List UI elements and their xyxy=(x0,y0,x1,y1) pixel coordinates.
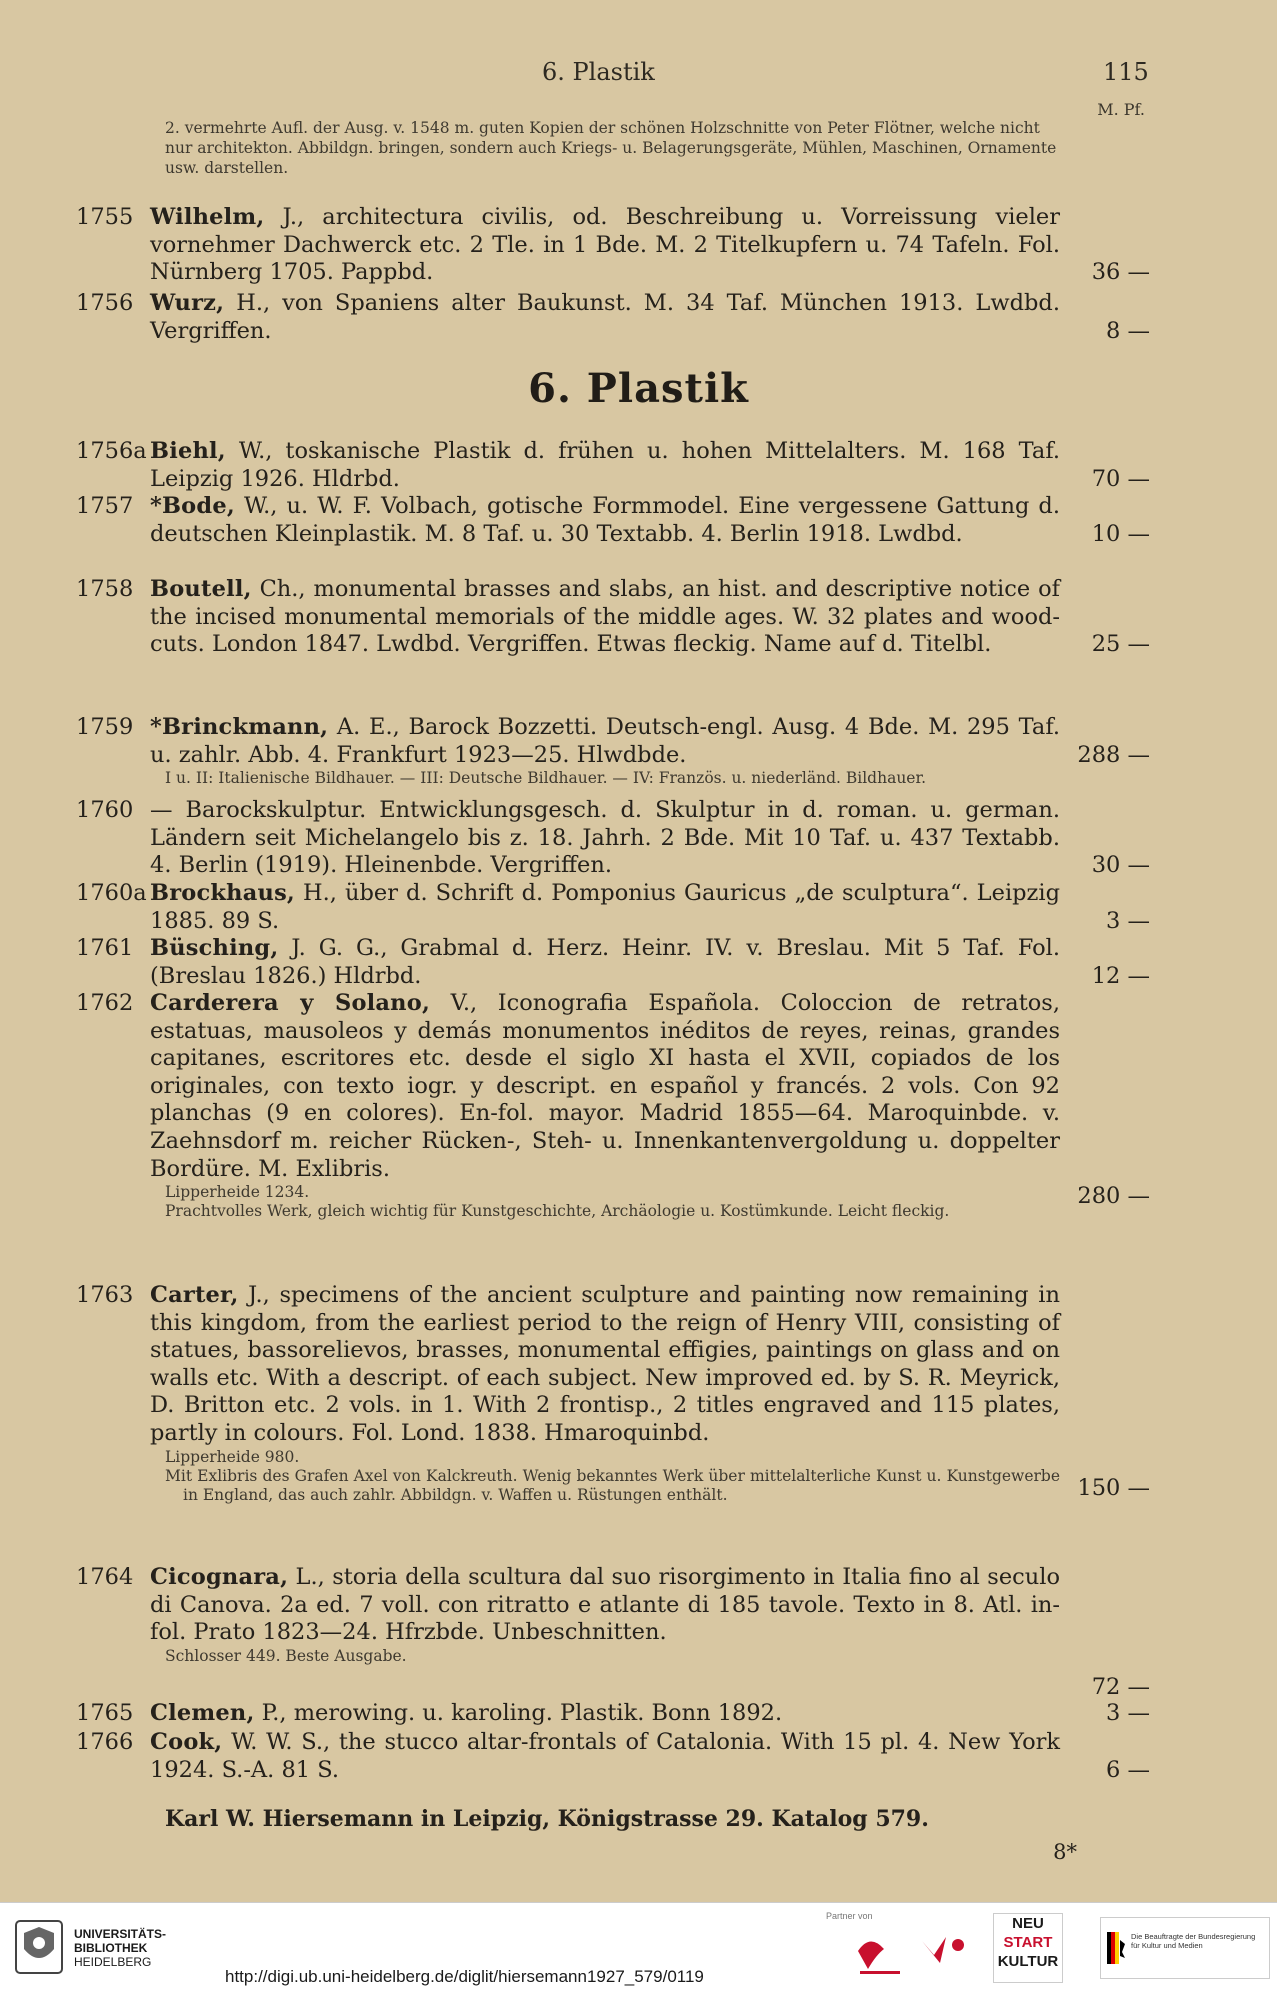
partner-logos-icon xyxy=(850,1923,975,1983)
entry-number: 1760 xyxy=(76,797,134,823)
entry-text: W., u. W. F. Volbach, gotische Formmodel. Eine vergessene Gattung d. deutschen Kleinplastik. M. 8 Taf. u. 30 Textabb. 4. Berlin 1918. Lwdbd. xyxy=(150,493,1060,547)
entry-note: Lipperheide 980. Mit Exlibris des Grafen Axel von Kalckreuth. Wenig bekanntes Werk über mittelalterliche Kunst u. Kunstgewerbe in England, das auch zahlr. Abbildgn. v. Waffen u. Rüstungen enthält. xyxy=(165,1447,1060,1504)
entry-price: 70 — xyxy=(1091,465,1150,492)
entry-author: Biehl, xyxy=(150,438,226,464)
entry-text: H., von Spaniens alter Baukunst. M. 34 Taf. München 1913. Lwdbd. Vergriffen. xyxy=(150,290,1060,344)
catalog-entry xyxy=(70,714,1150,788)
publisher-footer: Karl W. Hiersemann in Leipzig, Königstrasse 29. Katalog 579. xyxy=(165,1806,929,1832)
entry-price: 6 — xyxy=(1106,1756,1150,1783)
partner-label: Partner von xyxy=(826,1911,873,1921)
entry-number: 1756 xyxy=(76,290,134,316)
entry-price: 36 — xyxy=(1091,259,1150,286)
entry-price: 3 — xyxy=(1106,1700,1150,1726)
entry-text: J., specimens of the ancient sculpture and painting now remaining in this kingdom, from the earliest period to the reign of Henry VIII, consisting of statues, bassorelievos, brasses, monumental effigies, paintings on glass and on walls etc. With a descript. of each subject. New improved ed. by S. R. Meyrick, D. Britton etc. 2 vols. in 1. With 2 frontisp., 2 titles engraved and 115 plates, partly in colours. Fol. Lond. 1838. Hmaroquinbd. xyxy=(150,1282,1060,1446)
bkm-logo xyxy=(1100,1917,1270,1979)
permalink-url[interactable]: http://digi.ub.uni-heidelberg.de/diglit/hiersemann1927_579/0119 xyxy=(225,1967,704,1986)
entry-number: 1758 xyxy=(76,576,134,602)
entry-author: Boutell, xyxy=(150,576,252,602)
entry-author: Cook, xyxy=(150,1729,223,1755)
catalog-entry xyxy=(70,1282,1150,1505)
entry-author: Carter, xyxy=(150,1282,239,1308)
entry-number: 1764 xyxy=(76,1564,134,1590)
entry-author: Cicognara, xyxy=(150,1564,289,1590)
entry-author: *Bode, xyxy=(150,493,235,519)
entry-price: 8 — xyxy=(1106,317,1150,344)
university-seal-icon xyxy=(14,1919,64,1975)
entry-note: Lipperheide 1234. Prachtvolles Werk, gleich wichtig für Kunstgeschichte, Archäologie u. Kostümkunde. Leicht fleckig. xyxy=(165,1183,950,1221)
entry-text: L., storia della scultura dal suo risorgimento in Italia fino al seculo di Canova. 2a ed. 7 voll. con ritratto e atlante di 185 tavole. Texto in 8. Atl. in-fol. Prato 1823—24. Hfrzbde. Unbeschnitten. xyxy=(150,1564,1060,1646)
catalog-entry xyxy=(70,493,1150,548)
catalog-entry xyxy=(70,935,1150,990)
entry-price: 280 — xyxy=(1077,1183,1150,1209)
entry-author: Carderera y Solano, xyxy=(150,990,430,1016)
entry-number: 1759 xyxy=(76,714,134,740)
library-banner xyxy=(0,1902,1277,1993)
entry-text: A. E., Barock Bozzetti. Deutsch-engl. Ausg. 4 Bde. M. 295 Taf. u. zahlr. Abb. 4. Frankfurt 1923—25. Hlwdbde. xyxy=(150,714,1060,768)
entry-author: Wurz, xyxy=(150,290,225,316)
entry-number: 1765 xyxy=(76,1700,134,1726)
federal-eagle-icon xyxy=(1107,1932,1125,1964)
entry-text: J. G. G., Grabmal d. Herz. Heinr. IV. v. Breslau. Mit 5 Taf. Fol. (Breslau 1826.) Hldrbd. xyxy=(150,935,1060,989)
university-library-name: UNIVERSITÄTS- BIBLIOTHEK HEIDELBERG xyxy=(74,1927,167,1969)
catalog-entry xyxy=(70,1564,1150,1700)
entry-author: Brockhaus, xyxy=(150,880,295,906)
catalog-entry xyxy=(70,290,1150,345)
section-title: 6. Plastik xyxy=(528,365,749,412)
signature-mark: 8* xyxy=(1053,1840,1077,1864)
entry-note: Schlosser 449. Beste Ausgabe. xyxy=(165,1646,407,1665)
entry-price: 10 — xyxy=(1091,520,1150,547)
catalog-entry xyxy=(70,1700,1150,1728)
catalog-entry xyxy=(70,990,1150,1221)
entry-text: V., Iconografia Española. Coloccion de retratos, estatuas, mausoleos y demás monumentos inéditos de reyes, reinas, grandes capitanes, escritores etc. desde el siglo XI hasta el XVII, copiados de los originales, con texto iogr. y descript. en español y francés. 2 vols. Con 92 planchas (9 en colores). En-fol. mayor. Madrid 1855—64. Maroquinbde. v. Zaehnsdorf m. reicher Rücken-, Steh- u. Innenkantenvergoldung u. doppelter Bordüre. M. Exlibris. xyxy=(150,990,1060,1182)
entry-author: *Brinckmann, xyxy=(150,714,329,740)
page-number: 115 xyxy=(1103,58,1149,86)
catalog-entry xyxy=(70,576,1150,659)
entry-number: 1755 xyxy=(76,204,134,230)
entry-text: J., architectura civilis, od. Beschreibung u. Vorreissung vieler vornehmer Dachwerck etc. 2 Tle. in 1 Bde. M. 2 Titelkupfern u. 74 Tafeln. Fol. Nürnberg 1705. Pappbd. xyxy=(150,204,1060,286)
catalog-entry xyxy=(70,797,1150,880)
entry-price: 12 — xyxy=(1091,962,1150,989)
entry-price: 30 — xyxy=(1091,852,1150,879)
bkm-text: Die Beauftragte der Bundesregierung für Kultur und Medien xyxy=(1131,1932,1256,1950)
entry-number: 1757 xyxy=(76,493,134,519)
entry-text: W. W. S., the stucco altar-frontals of Catalonia. With 15 pl. 4. New York 1924. S.-A. 81 S. xyxy=(150,1729,1060,1783)
entry-number: 1763 xyxy=(76,1282,134,1308)
entry-text: W., toskanische Plastik d. frühen u. hohen Mittelalters. M. 168 Taf. Leipzig 1926. Hldrbd. xyxy=(150,438,1060,492)
continuation-note: 2. vermehrte Aufl. der Ausg. v. 1548 m. guten Kopien der schönen Holzschnitte von Peter Flötner, welche nicht nur architekton. Abbildgn. bringen, sondern auch Kriegs- u. Belagerungsgeräte, Mühlen, Maschinen, Ornamente usw. darstellen. xyxy=(165,119,1057,177)
neustart-kultur-logo: NEU START KULTUR xyxy=(993,1913,1063,1983)
entry-number: 1761 xyxy=(76,935,134,961)
entry-price: 25 — xyxy=(1091,631,1150,658)
entry-author: Clemen, xyxy=(150,1700,255,1726)
entry-price: 288 — xyxy=(1077,742,1150,768)
entry-text: H., über d. Schrift d. Pomponius Gauricus „de sculptura“. Leipzig 1885. 89 S. xyxy=(150,880,1060,934)
entry-number: 1766 xyxy=(76,1729,134,1755)
entry-number: 1756a xyxy=(76,438,147,464)
currency-header: M. Pf. xyxy=(1097,100,1145,119)
catalog-entry xyxy=(70,438,1150,493)
entry-number: 1762 xyxy=(76,990,134,1016)
catalog-entry xyxy=(70,880,1150,935)
entry-note: I u. II: Italienische Bildhauer. — III: Deutsche Bildhauer. — IV: Französ. u. niederländ. Bildhauer. xyxy=(165,769,927,788)
running-header-section: 6. Plastik xyxy=(542,58,655,86)
entry-number: 1760a xyxy=(76,880,147,906)
entry-author: Büsching, xyxy=(150,935,279,961)
entry-text: P., merowing. u. karoling. Plastik. Bonn 1892. xyxy=(254,1700,783,1726)
entry-price: 150 — xyxy=(1077,1475,1150,1501)
entry-author: Wilhelm, xyxy=(150,204,265,230)
catalog-entry xyxy=(70,1729,1150,1784)
entry-price: 72 — xyxy=(1091,1674,1150,1700)
entry-text: — Barockskulptur. Entwicklungsgesch. d. Skulptur in d. roman. u. german. Ländern seit Michelangelo bis z. 18. Jahrh. 2 Bde. Mit 10 Taf. u. 437 Textabb. 4. Berlin (1919). Hleinenbde. Vergriffen. xyxy=(150,797,1060,879)
entry-text: Ch., monumental brasses and slabs, an hist. and descriptive notice of the incised monumental memorials of the middle ages. W. 32 plates and wood-cuts. London 1847. Lwdbd. Vergriffen. Etwas fleckig. Name auf d. Titelbl. xyxy=(150,576,1060,658)
entry-price: 3 — xyxy=(1106,907,1150,934)
catalog-entry xyxy=(70,204,1150,287)
